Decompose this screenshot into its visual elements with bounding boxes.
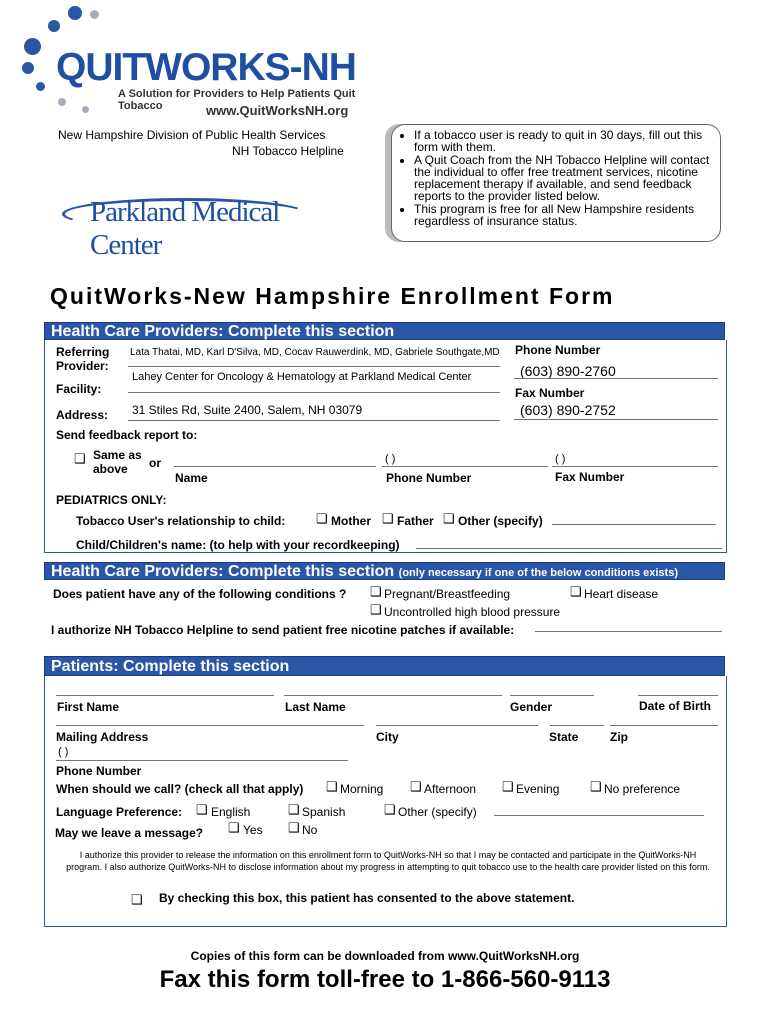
leave-message-label: May we leave a message? bbox=[55, 826, 204, 840]
evening-checkbox[interactable]: ❑ bbox=[502, 779, 514, 794]
feedback-fax-paren: ( ) bbox=[555, 453, 566, 465]
pregnant-checkbox[interactable]: ❑ bbox=[370, 584, 382, 599]
morning-label: Morning bbox=[340, 782, 384, 796]
afternoon-checkbox[interactable]: ❑ bbox=[410, 779, 422, 794]
heart-label: Heart disease bbox=[584, 587, 659, 601]
state-label: State bbox=[549, 730, 579, 744]
patient-phone-label: Phone Number bbox=[56, 764, 142, 778]
gender-label: Gender bbox=[510, 700, 553, 714]
logo-url: www.QuitWorksNH.org bbox=[206, 103, 349, 118]
referring-value[interactable]: Lata Thatai, MD, Karl D'Silva, MD, Cocav Rauwerdink, MD, Gabriele Southgate,MD bbox=[130, 347, 500, 358]
facility-value[interactable]: Lahey Center for Oncology & Hematology at Parkland Medical Center bbox=[132, 371, 472, 383]
child-names-label: Child/Children's name: (to help with your recordkeeping) bbox=[76, 538, 400, 552]
same-as-above-label: Same as above bbox=[93, 448, 142, 476]
patient-phone-paren: ( ) bbox=[58, 746, 69, 758]
heart-checkbox[interactable]: ❑ bbox=[570, 584, 582, 599]
english-label: English bbox=[211, 805, 251, 819]
phone-label: Phone Number bbox=[515, 343, 601, 357]
phone-value[interactable]: (603) 890-2760 bbox=[520, 363, 616, 379]
feedback-label: Send feedback report to: bbox=[56, 428, 198, 442]
info-bullet: • If a tobacco user is ready to quit in 30 days, fill out this form with them. bbox=[414, 129, 712, 153]
address-label: Address: bbox=[56, 408, 109, 422]
or-label: or bbox=[149, 456, 161, 470]
bp-checkbox[interactable]: ❑ bbox=[370, 602, 382, 617]
father-label: Father bbox=[397, 514, 434, 528]
address-value[interactable]: 31 Stiles Rd, Suite 2400, Salem, NH 03079 bbox=[132, 403, 363, 417]
first-name-label: First Name bbox=[57, 700, 120, 714]
father-checkbox[interactable]: ❑ bbox=[382, 511, 394, 526]
evening-label: Evening bbox=[516, 782, 560, 796]
logo-tagline: A Solution for Providers to Help Patients Quit Tobacco bbox=[118, 88, 356, 112]
other-language-checkbox[interactable]: ❑ bbox=[384, 802, 396, 817]
parkland-name: Parkland Medical Center bbox=[90, 196, 280, 261]
no-preference-label: No preference bbox=[604, 782, 681, 796]
afternoon-label: Afternoon bbox=[424, 782, 477, 796]
mother-label: Mother bbox=[331, 514, 371, 528]
no-preference-checkbox[interactable]: ❑ bbox=[590, 779, 602, 794]
parkland-logo bbox=[62, 186, 348, 261]
feedback-name-label: Name bbox=[175, 471, 208, 485]
language-label: Language Preference: bbox=[56, 805, 183, 819]
referring-label: Referring Provider: bbox=[56, 345, 110, 373]
when-call-label: When should we call? (check all that apply) bbox=[56, 782, 304, 796]
facility-label: Facility: bbox=[56, 382, 102, 396]
logo bbox=[18, 2, 378, 120]
consent-check-label: By checking this box, this patient has consented to the above statement. bbox=[159, 891, 575, 905]
yes-checkbox[interactable]: ❑ bbox=[228, 820, 240, 835]
mother-checkbox[interactable]: ❑ bbox=[316, 511, 328, 526]
spanish-checkbox[interactable]: ❑ bbox=[288, 802, 300, 817]
fax-value[interactable]: (603) 890-2752 bbox=[520, 402, 616, 418]
logo-name: QUITWORKS-NH bbox=[56, 46, 356, 89]
feedback-phone-paren: ( ) bbox=[385, 453, 396, 465]
info-box bbox=[391, 124, 721, 242]
morning-checkbox[interactable]: ❑ bbox=[326, 779, 338, 794]
other-relationship-checkbox[interactable]: ❑ bbox=[443, 511, 455, 526]
providers-header: Health Care Providers: Complete this section bbox=[44, 322, 725, 340]
division-name: New Hampshire Division of Public Health Services bbox=[58, 128, 326, 142]
fax-label: Fax Number bbox=[515, 386, 585, 400]
mailing-label: Mailing Address bbox=[56, 730, 149, 744]
feedback-phone-label: Phone Number bbox=[386, 471, 472, 485]
form-title: QuitWorks-New Hampshire Enrollment Form bbox=[50, 283, 615, 309]
conditions-question: Does patient have any of the following conditions ? bbox=[53, 587, 347, 601]
spanish-label: Spanish bbox=[302, 805, 346, 819]
feedback-fax-label: Fax Number bbox=[555, 470, 625, 484]
relationship-label: Tobacco User's relationship to child: bbox=[76, 514, 286, 528]
authorize-patches-label: I authorize NH Tobacco Helpline to send patient free nicotine patches if available: bbox=[51, 623, 515, 637]
fax-footer: Fax this form toll-free to 1-866-560-9113 bbox=[159, 966, 611, 993]
bp-label: Uncontrolled high blood pressure bbox=[384, 605, 561, 619]
other-language-label: Other (specify) bbox=[398, 805, 477, 819]
same-as-above-checkbox[interactable]: ❑ bbox=[74, 451, 86, 466]
patients-header: Patients: Complete this section bbox=[44, 656, 725, 676]
conditions-header: Health Care Providers: Complete this section (only necessary if one of the below conditions exists) bbox=[44, 562, 725, 580]
english-checkbox[interactable]: ❑ bbox=[196, 802, 208, 817]
copies-note: Copies of this form can be downloaded from www.QuitWorksNH.org bbox=[190, 949, 580, 963]
last-name-label: Last Name bbox=[285, 700, 346, 714]
consent-checkbox[interactable]: ❑ bbox=[131, 892, 143, 907]
pregnant-label: Pregnant/Breastfeeding bbox=[384, 587, 511, 601]
consent-text: I authorize this provider to release the information on this enrollment form to QuitWorks-NH so that I may be contacted and participate in the QuitWorks-NH program. I also authorize QuitWorks-NH to disclose information about my progress in attempting to quit tobacco use to the health care provider listed on this form. bbox=[66, 850, 710, 872]
other-relationship-label: Other (specify) bbox=[458, 514, 543, 528]
helpline-name: NH Tobacco Helpline bbox=[232, 144, 344, 158]
city-label: City bbox=[376, 730, 399, 744]
zip-label: Zip bbox=[610, 730, 628, 744]
no-checkbox[interactable]: ❑ bbox=[288, 820, 300, 835]
no-label: No bbox=[302, 823, 318, 837]
info-bullet: • A Quit Coach from the NH Tobacco Helpline will contact the individual to offer free treatment services, nicotine replacement therapy if available, and send feedback reports to the provider listed below. bbox=[414, 154, 712, 202]
dob-label: Date of Birth bbox=[639, 699, 711, 713]
pediatrics-label: PEDIATRICS ONLY: bbox=[56, 493, 167, 507]
info-bullet: • This program is free for all New Hampshire residents regardless of insurance status. bbox=[414, 203, 712, 227]
yes-label: Yes bbox=[243, 823, 263, 837]
